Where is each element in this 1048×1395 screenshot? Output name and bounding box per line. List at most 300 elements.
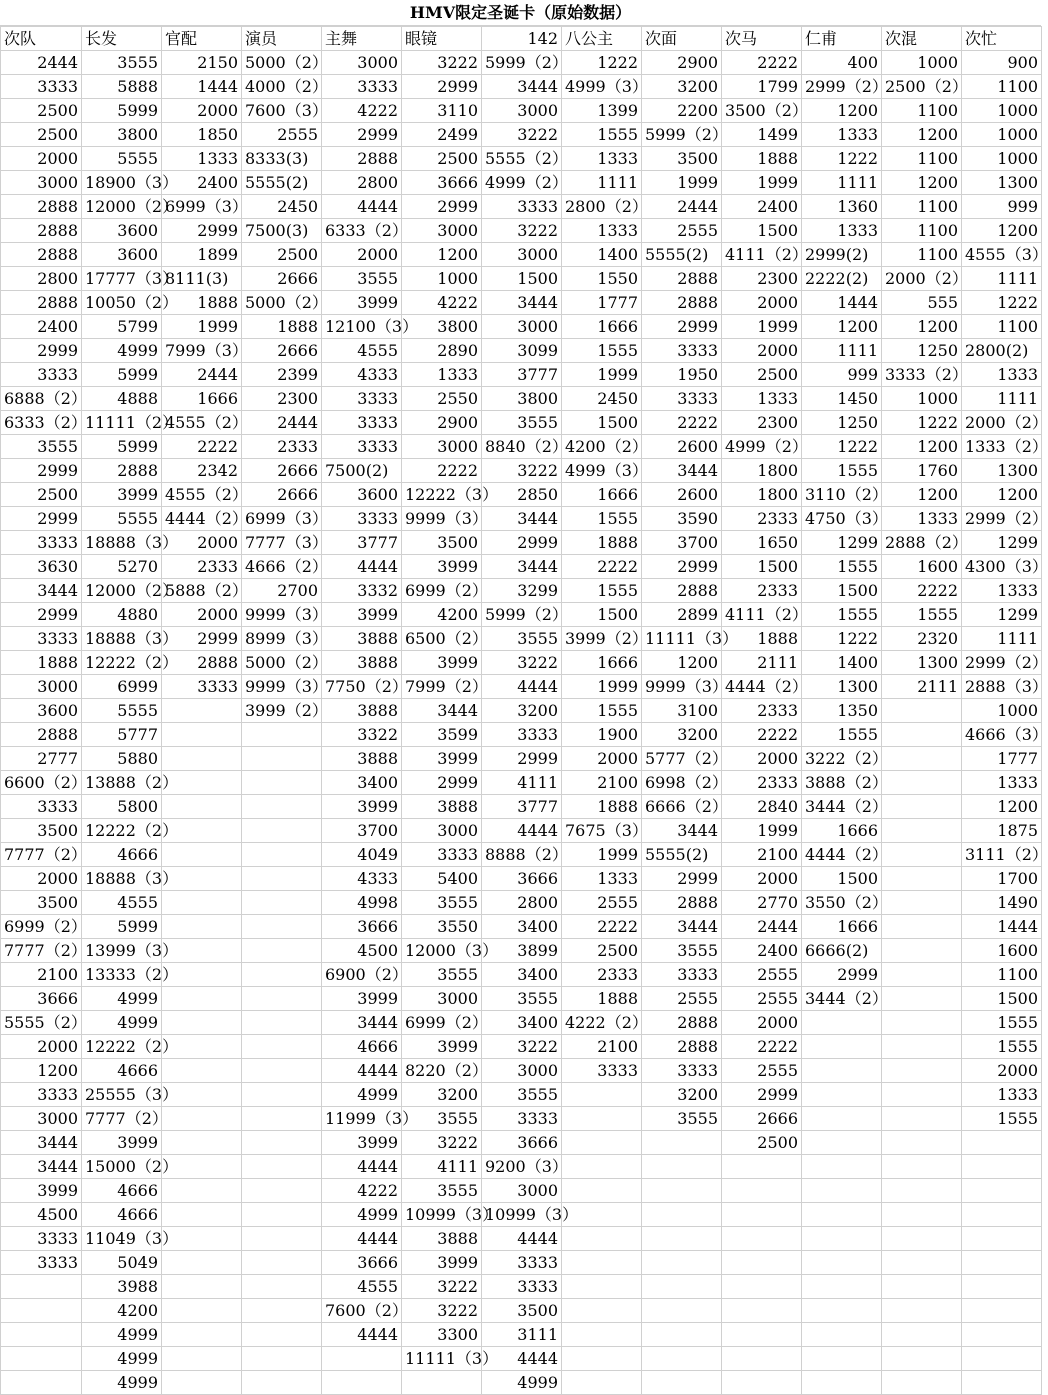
table-cell: 3888 <box>322 699 402 723</box>
table-cell: 4200 <box>82 1299 162 1323</box>
table-cell: 3999（2） <box>562 627 642 651</box>
table-cell: 3444 <box>482 555 562 579</box>
table-cell: 1111 <box>802 171 882 195</box>
table-cell: 2555 <box>722 963 802 987</box>
table-cell: 2999 <box>402 195 482 219</box>
table-cell: 999 <box>802 363 882 387</box>
table-cell: 3444 <box>642 915 722 939</box>
table-cell: 4555 <box>82 891 162 915</box>
table-cell <box>962 1203 1042 1227</box>
table-cell <box>882 1155 962 1179</box>
table-cell <box>802 1371 882 1395</box>
table-cell: 1900 <box>562 723 642 747</box>
table-cell: 4999（3） <box>562 75 642 99</box>
table-cell <box>882 987 962 1011</box>
table-cell <box>882 1083 962 1107</box>
table-cell: 5999 <box>82 435 162 459</box>
table-row <box>1 579 1042 603</box>
table-cell <box>162 1059 242 1083</box>
table-cell <box>562 1083 642 1107</box>
table-cell: 1888 <box>562 987 642 1011</box>
table-cell: 2999 <box>802 963 882 987</box>
table-cell <box>882 1323 962 1347</box>
table-cell: 2000 <box>162 531 242 555</box>
table-cell <box>882 1299 962 1323</box>
table-cell <box>162 1347 242 1371</box>
table-cell: 6999（2） <box>402 579 482 603</box>
table-cell: 1499 <box>722 123 802 147</box>
table-cell: 2999 <box>642 867 722 891</box>
table-cell <box>882 1227 962 1251</box>
table-cell: 1300 <box>802 675 882 699</box>
table-cell <box>722 1323 802 1347</box>
table-cell: 2000 <box>722 339 802 363</box>
table-cell: 4666 <box>82 1179 162 1203</box>
table-cell: 2777 <box>1 747 82 771</box>
column-header: 仁甫 <box>802 27 882 51</box>
table-cell <box>162 1371 242 1395</box>
table-cell: 3333（2） <box>882 363 962 387</box>
table-cell: 2999 <box>722 1083 802 1107</box>
table-cell: 3555 <box>402 1179 482 1203</box>
table-cell: 1111 <box>962 387 1042 411</box>
table-cell: 2500 <box>1 483 82 507</box>
table-cell: 2999 <box>482 531 562 555</box>
table-cell: 1100 <box>882 195 962 219</box>
sheet-title: HMV限定圣诞卡（原始数据） <box>0 0 1041 26</box>
table-row <box>1 411 1042 435</box>
table-cell: 2222 <box>402 459 482 483</box>
table-cell: 3400 <box>482 1011 562 1035</box>
table-cell: 5400 <box>402 867 482 891</box>
table-cell: 1666 <box>162 387 242 411</box>
table-cell: 1555 <box>962 1035 1042 1059</box>
table-cell: 3333 <box>322 387 402 411</box>
table-cell: 3555 <box>82 51 162 75</box>
table-row <box>1 99 1042 123</box>
table-cell: 3555 <box>402 1107 482 1131</box>
table-cell: 3444 <box>402 699 482 723</box>
table-row <box>1 1083 1042 1107</box>
table-cell: 4999（2） <box>482 171 562 195</box>
table-cell: 1300 <box>882 651 962 675</box>
table-cell <box>322 1347 402 1371</box>
table-cell: 4444 <box>322 555 402 579</box>
table-cell: 8840（2） <box>482 435 562 459</box>
table-cell: 3000 <box>402 987 482 1011</box>
table-cell: 2100 <box>562 1035 642 1059</box>
table-cell: 4999（2） <box>722 435 802 459</box>
table-cell: 6999（3） <box>242 507 322 531</box>
table-cell: 2500 <box>402 147 482 171</box>
table-cell: 3222 <box>482 459 562 483</box>
table-cell: 1360 <box>802 195 882 219</box>
table-row <box>1 531 1042 555</box>
table-cell: 3888 <box>402 1227 482 1251</box>
table-cell: 3988 <box>82 1275 162 1299</box>
table-cell: 3555 <box>642 1107 722 1131</box>
table-cell: 2999 <box>322 123 402 147</box>
table-cell: 1999 <box>722 171 802 195</box>
table-cell: 5000（2） <box>242 291 322 315</box>
table-cell: 2999 <box>162 219 242 243</box>
table-cell: 2500 <box>722 363 802 387</box>
table-cell: 4880 <box>82 603 162 627</box>
table-cell <box>242 987 322 1011</box>
table-cell: 1100 <box>882 219 962 243</box>
table-cell: 2666 <box>242 339 322 363</box>
table-cell <box>242 1131 322 1155</box>
table-cell: 7999（3） <box>162 339 242 363</box>
table-cell: 2500 <box>1 99 82 123</box>
table-cell: 2800 <box>1 267 82 291</box>
table-cell: 4444 <box>482 819 562 843</box>
table-cell: 1490 <box>962 891 1042 915</box>
table-cell: 4111 <box>402 1155 482 1179</box>
table-cell <box>642 1347 722 1371</box>
table-cell: 3000 <box>322 51 402 75</box>
table-cell: 1555 <box>802 459 882 483</box>
table-cell: 1333 <box>962 579 1042 603</box>
table-cell: 3500 <box>482 1299 562 1323</box>
table-cell: 2999(2) <box>802 243 882 267</box>
table-cell: 2999 <box>1 603 82 627</box>
table-cell: 4300（3） <box>962 555 1042 579</box>
table-cell: 2888 <box>1 219 82 243</box>
table-cell <box>1 1299 82 1323</box>
table-cell: 1222 <box>802 147 882 171</box>
table-cell: 2999 <box>642 555 722 579</box>
table-cell: 4222 <box>322 99 402 123</box>
table-cell: 13999（3） <box>82 939 162 963</box>
table-cell <box>162 747 242 771</box>
table-cell: 3555 <box>482 1083 562 1107</box>
table-cell: 3333 <box>322 507 402 531</box>
table-cell: 4000（2） <box>242 75 322 99</box>
column-header: 次混 <box>882 27 962 51</box>
table-cell: 1555 <box>962 1107 1042 1131</box>
column-header: 八公主 <box>562 27 642 51</box>
table-cell: 2666 <box>722 1107 802 1131</box>
table-cell: 5555 <box>82 699 162 723</box>
table-cell: 1800 <box>722 483 802 507</box>
table-cell: 3333 <box>162 675 242 699</box>
table-cell: 1333 <box>882 507 962 531</box>
table-cell: 555 <box>882 291 962 315</box>
table-cell: 2222 <box>722 723 802 747</box>
table-cell <box>642 1227 722 1251</box>
table-cell <box>722 1251 802 1275</box>
table-cell: 3222 <box>482 651 562 675</box>
table-cell <box>882 891 962 915</box>
table-row <box>1 459 1042 483</box>
table-cell: 2555 <box>642 987 722 1011</box>
table-cell: 2400 <box>722 939 802 963</box>
table-cell: 1400 <box>802 651 882 675</box>
table-cell <box>882 1275 962 1299</box>
table-cell: 3666 <box>322 915 402 939</box>
table-cell: 5888 <box>82 75 162 99</box>
column-header: 长发 <box>82 27 162 51</box>
table-cell <box>882 699 962 723</box>
table-cell: 900 <box>962 51 1042 75</box>
table-cell: 5555(2) <box>642 843 722 867</box>
table-cell: 4666（2） <box>242 555 322 579</box>
table-cell <box>882 1107 962 1131</box>
table-cell: 1555 <box>562 699 642 723</box>
table-cell: 1200 <box>882 171 962 195</box>
table-cell: 4998 <box>322 891 402 915</box>
table-cell: 2888 <box>642 1011 722 1035</box>
table-cell: 3999 <box>402 1251 482 1275</box>
table-cell <box>882 1131 962 1155</box>
table-cell: 2555 <box>722 1059 802 1083</box>
table-cell <box>562 1227 642 1251</box>
table-cell: 5555 <box>82 507 162 531</box>
table-cell: 3222（2） <box>802 747 882 771</box>
table-cell: 3111 <box>482 1323 562 1347</box>
table-row <box>1 1371 1042 1395</box>
table-cell: 3200 <box>642 1083 722 1107</box>
table-cell: 3000 <box>402 219 482 243</box>
table-cell: 9999（3） <box>402 507 482 531</box>
table-cell: 3600 <box>82 219 162 243</box>
table-cell: 4200 <box>402 603 482 627</box>
table-cell: 3555 <box>482 411 562 435</box>
table-cell: 4999 <box>322 1083 402 1107</box>
table-cell <box>242 1035 322 1059</box>
table-row <box>1 291 1042 315</box>
table-cell: 2100 <box>722 843 802 867</box>
table-cell: 3444 <box>642 819 722 843</box>
table-cell: 2222 <box>722 1035 802 1059</box>
table-cell: 12222（2） <box>82 651 162 675</box>
table-row <box>1 1299 1042 1323</box>
table-cell <box>962 1347 1042 1371</box>
table-cell: 3999 <box>82 483 162 507</box>
table-cell: 2999（2） <box>962 651 1042 675</box>
table-cell: 1000 <box>962 699 1042 723</box>
table-cell: 2500（2） <box>882 75 962 99</box>
table-cell: 12222（2） <box>82 819 162 843</box>
table-cell: 3600 <box>82 243 162 267</box>
table-cell: 3333 <box>1 1227 82 1251</box>
table-cell <box>882 1179 962 1203</box>
table-cell: 4444 <box>322 1155 402 1179</box>
table-cell <box>242 1059 322 1083</box>
table-cell: 3999 <box>402 555 482 579</box>
table-cell <box>882 795 962 819</box>
table-cell: 5999 <box>82 99 162 123</box>
table-cell: 25555（3） <box>82 1083 162 1107</box>
table-cell: 3333 <box>322 411 402 435</box>
table-cell: 5799 <box>82 315 162 339</box>
table-cell: 2100 <box>562 771 642 795</box>
table-cell: 4222（2） <box>562 1011 642 1035</box>
table-row <box>1 723 1042 747</box>
table-cell <box>242 1275 322 1299</box>
table-cell <box>802 1275 882 1299</box>
table-cell: 4999 <box>82 1371 162 1395</box>
table-cell: 3333 <box>322 435 402 459</box>
table-cell: 3444 <box>1 1131 82 1155</box>
table-cell: 4999 <box>82 1323 162 1347</box>
table-cell <box>722 1371 802 1395</box>
table-cell: 1100 <box>882 243 962 267</box>
table-cell: 1666 <box>562 315 642 339</box>
table-cell: 6333（2） <box>1 411 82 435</box>
table-cell: 3888 <box>402 795 482 819</box>
table-cell: 3333 <box>642 387 722 411</box>
table-cell: 3666 <box>482 1131 562 1155</box>
table-cell: 2333 <box>162 555 242 579</box>
table-cell <box>162 1323 242 1347</box>
table-row <box>1 1179 1042 1203</box>
table-row <box>1 747 1042 771</box>
table-cell: 3444 <box>322 1011 402 1035</box>
table-cell: 2300 <box>242 387 322 411</box>
column-header: 演员 <box>242 27 322 51</box>
table-cell: 3444 <box>482 291 562 315</box>
table-cell: 1100 <box>882 99 962 123</box>
table-cell: 3000 <box>482 315 562 339</box>
table-cell <box>882 771 962 795</box>
table-cell: 1200 <box>962 483 1042 507</box>
column-header: 次面 <box>642 27 722 51</box>
table-cell: 2000 <box>722 747 802 771</box>
table-cell <box>162 843 242 867</box>
table-cell: 1000 <box>962 99 1042 123</box>
table-cell: 1300 <box>962 171 1042 195</box>
table-cell <box>162 1107 242 1131</box>
table-cell: 4666 <box>82 843 162 867</box>
table-cell: 2150 <box>162 51 242 75</box>
table-cell: 1111 <box>962 267 1042 291</box>
table-row <box>1 435 1042 459</box>
table-cell: 3300 <box>402 1323 482 1347</box>
table-cell: 3333 <box>322 75 402 99</box>
table-cell: 1111 <box>802 339 882 363</box>
table-cell: 2888 <box>1 195 82 219</box>
table-cell: 7600（3） <box>242 99 322 123</box>
table-cell: 3000 <box>1 675 82 699</box>
table-cell: 3333 <box>1 531 82 555</box>
table-cell: 1100 <box>962 315 1042 339</box>
table-cell: 3400 <box>322 771 402 795</box>
table-cell: 4222 <box>322 1179 402 1203</box>
table-cell: 2888 <box>162 651 242 675</box>
table-cell: 1222 <box>802 435 882 459</box>
table-cell: 4999（3） <box>562 459 642 483</box>
table-cell: 2888 <box>642 267 722 291</box>
table-cell: 7500(2) <box>322 459 402 483</box>
table-row <box>1 387 1042 411</box>
table-cell <box>962 1251 1042 1275</box>
table-cell <box>962 1275 1042 1299</box>
table-cell: 3222 <box>402 51 482 75</box>
table-cell <box>642 1275 722 1299</box>
table-cell: 5888（2） <box>162 579 242 603</box>
table-cell <box>802 1299 882 1323</box>
table-cell: 2444 <box>642 195 722 219</box>
table-cell: 1400 <box>562 243 642 267</box>
table-cell: 2000 <box>562 747 642 771</box>
table-cell <box>242 1011 322 1035</box>
data-table <box>0 26 1048 1395</box>
column-header: 142 <box>482 27 562 51</box>
table-cell <box>242 939 322 963</box>
table-cell: 18888（3） <box>82 627 162 651</box>
table-cell: 1666 <box>562 651 642 675</box>
table-cell: 4666 <box>82 1203 162 1227</box>
table-cell <box>962 1179 1042 1203</box>
table-cell: 4333 <box>322 363 402 387</box>
table-cell: 11111（2） <box>82 411 162 435</box>
table-cell <box>402 1371 482 1395</box>
table-cell: 6999（3） <box>162 195 242 219</box>
table-cell: 2000 <box>322 243 402 267</box>
table-cell: 3800 <box>402 315 482 339</box>
table-cell: 2999（2） <box>962 507 1042 531</box>
table-row <box>1 315 1042 339</box>
table-cell: 3333 <box>402 843 482 867</box>
table-cell: 1888 <box>562 531 642 555</box>
table-cell: 3000 <box>1 171 82 195</box>
table-cell: 2666 <box>242 267 322 291</box>
table-cell: 18888（3） <box>82 867 162 891</box>
table-cell: 4500 <box>322 939 402 963</box>
table-cell: 2888 <box>1 243 82 267</box>
table-cell: 5049 <box>82 1251 162 1275</box>
column-header: 次马 <box>722 27 802 51</box>
table-cell: 3332 <box>322 579 402 603</box>
table-cell: 1888 <box>722 627 802 651</box>
table-row <box>1 195 1042 219</box>
table-cell: 2770 <box>722 891 802 915</box>
table-cell: 3444 <box>642 459 722 483</box>
table-cell: 3555 <box>482 627 562 651</box>
table-cell: 2888 <box>322 147 402 171</box>
table-row <box>1 1011 1042 1035</box>
table-cell: 3000 <box>402 819 482 843</box>
table-cell: 1999 <box>722 315 802 339</box>
table-cell: 1555 <box>802 555 882 579</box>
table-cell <box>802 1059 882 1083</box>
table-cell: 1222 <box>882 411 962 435</box>
table-cell <box>562 1155 642 1179</box>
table-cell: 2900 <box>402 411 482 435</box>
table-cell: 5999（2） <box>482 603 562 627</box>
table-cell: 4555（3） <box>962 243 1042 267</box>
table-cell: 12000（2） <box>82 579 162 603</box>
table-row <box>1 1275 1042 1299</box>
table-cell: 1888 <box>162 291 242 315</box>
table-cell <box>162 1299 242 1323</box>
table-cell: 7999（2） <box>402 675 482 699</box>
table-cell: 2999 <box>642 315 722 339</box>
table-cell <box>882 723 962 747</box>
table-cell: 2222 <box>882 579 962 603</box>
table-cell: 3110 <box>402 99 482 123</box>
table-cell: 6999（2） <box>402 1011 482 1035</box>
table-cell <box>802 1035 882 1059</box>
table-cell: 2222 <box>562 555 642 579</box>
table-cell: 3444 <box>1 1155 82 1179</box>
table-cell: 1000 <box>402 267 482 291</box>
table-cell: 1222 <box>562 51 642 75</box>
table-cell: 7500(3) <box>242 219 322 243</box>
table-cell: 2320 <box>882 627 962 651</box>
